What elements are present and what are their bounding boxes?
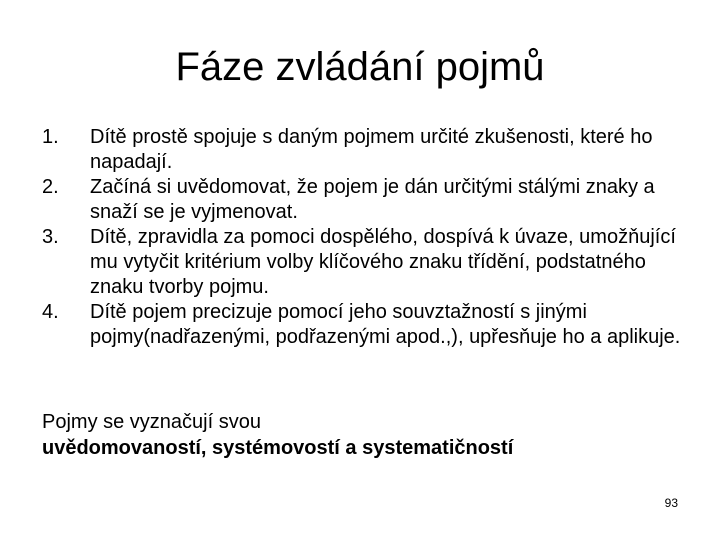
phase-list: [42, 125, 692, 350]
summary-text: [42, 409, 692, 461]
list-item-text: Začíná si uvědomovat, že pojem je dán určitými stálými znaky a snaží se je vyjmenovat.: [90, 176, 655, 223]
slide-title: Fáze zvládání pojmů: [175, 45, 545, 89]
summary-plain: Pojmy se vyznačují svou: [42, 411, 261, 433]
list-item-number: 2.: [42, 176, 59, 198]
list-item: [42, 175, 692, 225]
list-item: [42, 125, 692, 175]
list-item: [42, 225, 692, 300]
list-item-text: Dítě, zpravidla za pomoci dospělého, dospívá k úvaze, umožňující mu vytyčit kritérium volby klíčového znaku třídění, podstatného znaku tvorby pojmu.: [90, 226, 676, 298]
list-item-text: Dítě prostě spojuje s daným pojmem určité zkušenosti, které ho napadají.: [90, 126, 653, 173]
summary-bold: uvědomovaností, systémovostí a systematičností: [42, 437, 514, 459]
list-item-number: 4.: [42, 301, 59, 323]
page-number: 93: [664, 496, 678, 510]
list-item-text: Dítě pojem precizuje pomocí jeho souvztažností s jinými pojmy(nadřazenými, podřazenými apod.,), upřesňuje ho a aplikuje.: [90, 301, 681, 348]
list-item-number: 3.: [42, 226, 59, 248]
list-item-number: 1.: [42, 126, 59, 148]
list-item: [42, 300, 692, 350]
